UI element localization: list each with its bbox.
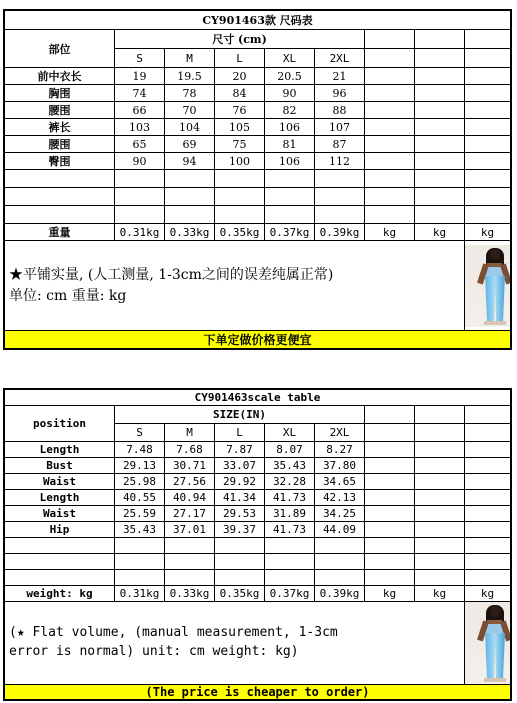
cell-value: 35.43 [115,522,165,538]
weight-unit: kg [365,224,415,241]
cell-value: 78 [165,85,215,102]
weight-value: 0.39kg [315,586,365,602]
table-row [5,458,511,474]
chart-title: CY901463scale table [5,390,511,406]
weight-unit: kg [365,586,415,602]
row-label: Bust [5,458,115,474]
cell-value: 19.5 [165,68,215,85]
cell-value: 74 [115,85,165,102]
size-col-header: 2XL [315,49,365,68]
model-photo [465,602,511,684]
cell-value: 112 [315,153,365,170]
cell-value: 19 [115,68,165,85]
cell-value: 106 [265,119,315,136]
price-banner: 下单定做价格更便宜 [5,331,511,349]
cell-value: 20 [215,68,265,85]
weight-value: 0.37kg [265,586,315,602]
position-header: position [5,406,115,442]
table-row [5,102,511,119]
note-line: ★平铺实量, (人工测量, 1-3cm之间的误差纯属正常) [9,267,334,284]
cell-value: 41.73 [265,490,315,506]
cell-value: 27.56 [165,474,215,490]
cell-value: 34.65 [315,474,365,490]
table-row [5,85,511,102]
cell-value: 42.13 [315,490,365,506]
row-label: 裤长 [5,119,115,136]
cell-value: 82 [265,102,315,119]
table-row [5,490,511,506]
cell-value: 40.55 [115,490,165,506]
size-col-header: L [215,49,265,68]
cell-value: 88 [315,102,365,119]
cell-value: 30.71 [165,458,215,474]
cell-value: 7.87 [215,442,265,458]
size-col-header: M [165,49,215,68]
cell-value: 29.13 [115,458,165,474]
cell-value: 40.94 [165,490,215,506]
cell-value: 106 [265,153,315,170]
weight-value: 0.35kg [215,586,265,602]
cell-value: 100 [215,153,265,170]
weight-value: 0.35kg [215,224,265,241]
table-row [5,506,511,522]
size-header: 尺寸 (cm) [115,30,365,49]
row-label: 腰围 [5,102,115,119]
cell-value: 44.09 [315,522,365,538]
weight-unit: kg [465,586,511,602]
weight-label: weight: kg [5,586,115,602]
cell-value: 76 [215,102,265,119]
cell-value: 75 [215,136,265,153]
cell-value: 41.34 [215,490,265,506]
table-row [5,136,511,153]
size-chart-en [3,388,512,701]
size-col-header: S [115,424,165,442]
cell-value: 37.01 [165,522,215,538]
weight-value: 0.31kg [115,224,165,241]
table-row [5,474,511,490]
size-header: SIZE(IN) [115,406,365,424]
table-row [5,442,511,458]
note-line: (★ Flat volume, (manual measurement, 1-3cm [9,625,338,641]
size-col-header: M [165,424,215,442]
cell-value: 87 [315,136,365,153]
cell-value: 27.17 [165,506,215,522]
model-photo [465,245,511,327]
cell-value: 69 [165,136,215,153]
weight-unit: kg [465,224,511,241]
row-label: Waist [5,474,115,490]
cell-value: 29.92 [215,474,265,490]
table-row [5,153,511,170]
size-col-header: XL [265,49,315,68]
weight-row [5,224,511,241]
weight-unit: kg [415,586,465,602]
cell-value: 31.89 [265,506,315,522]
row-label: Length [5,442,115,458]
row-label: 胸围 [5,85,115,102]
size-chart-cn [3,9,512,350]
cell-value: 41.73 [265,522,315,538]
cell-value: 104 [165,119,215,136]
position-header: 部位 [5,30,115,68]
cell-value: 25.98 [115,474,165,490]
cell-value: 81 [265,136,315,153]
row-label: 前中衣长 [5,68,115,85]
note-line: error is normal) unit: cm weight: kg) [9,644,299,659]
cell-value: 94 [165,153,215,170]
cell-value: 70 [165,102,215,119]
weight-value: 0.37kg [265,224,315,241]
size-col-header: S [115,49,165,68]
price-banner: (The price is cheaper to order) [5,685,511,700]
cell-value: 34.25 [315,506,365,522]
product-image-cell [465,241,511,331]
size-col-header: 2XL [315,424,365,442]
cell-value: 65 [115,136,165,153]
measurement-note [5,602,465,685]
cell-value: 25.59 [115,506,165,522]
note-line: 单位: cm 重量: kg [9,287,127,304]
cell-value: 29.53 [215,506,265,522]
weight-value: 0.31kg [115,586,165,602]
weight-row [5,586,511,602]
table-row [5,522,511,538]
weight-value: 0.39kg [315,224,365,241]
cell-value: 21 [315,68,365,85]
cell-value: 107 [315,119,365,136]
chart-title: CY901463款 尺码表 [5,11,511,30]
row-label: 臀围 [5,153,115,170]
table-row [5,119,511,136]
cell-value: 39.37 [215,522,265,538]
row-label: Hip [5,522,115,538]
cell-value: 103 [115,119,165,136]
cell-value: 37.80 [315,458,365,474]
cell-value: 96 [315,85,365,102]
cell-value: 33.07 [215,458,265,474]
weight-value: 0.33kg [165,586,215,602]
cell-value: 90 [115,153,165,170]
table-row [5,68,511,85]
product-image-cell [465,602,511,685]
row-label: 腰围 [5,136,115,153]
cell-value: 7.68 [165,442,215,458]
cell-value: 32.28 [265,474,315,490]
cell-value: 66 [115,102,165,119]
row-label: Length [5,490,115,506]
cell-value: 8.27 [315,442,365,458]
size-col-header: L [215,424,265,442]
cell-value: 84 [215,85,265,102]
weight-label: 重量 [5,224,115,241]
row-label: Waist [5,506,115,522]
cell-value: 90 [265,85,315,102]
weight-unit: kg [415,224,465,241]
cell-value: 7.48 [115,442,165,458]
cell-value: 8.07 [265,442,315,458]
size-col-header: XL [265,424,315,442]
cell-value: 35.43 [265,458,315,474]
weight-value: 0.33kg [165,224,215,241]
cell-value: 105 [215,119,265,136]
cell-value: 20.5 [265,68,315,85]
measurement-note [5,241,465,331]
